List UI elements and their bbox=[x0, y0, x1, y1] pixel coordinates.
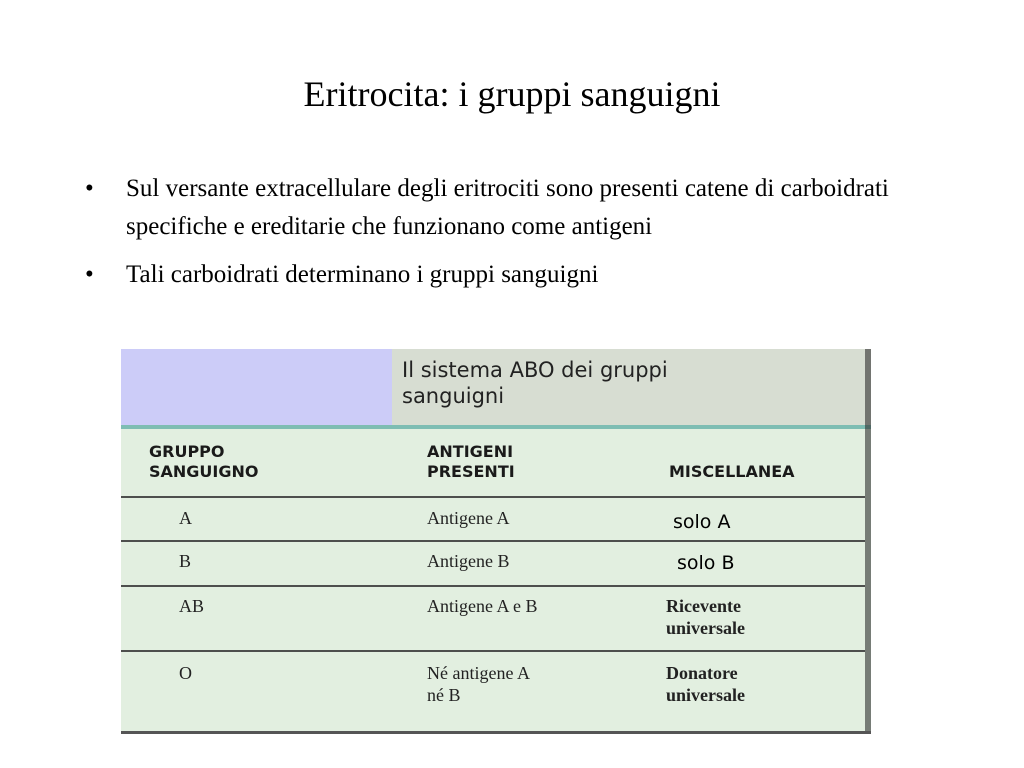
header-antigens: ANTIGENI PRESENTI bbox=[427, 442, 515, 481]
cell-misc-o: Donatore universale bbox=[666, 663, 745, 705]
cell-misc-b: solo B bbox=[677, 552, 735, 574]
table-title: Il sistema ABO dei gruppi sanguigni bbox=[402, 358, 668, 408]
purple-box bbox=[121, 349, 392, 425]
slide-title: Eritrocita: i gruppi sanguigni bbox=[303, 74, 721, 114]
bullet-item bbox=[85, 170, 945, 246]
header-misc: MISCELLANEA bbox=[669, 462, 795, 481]
cell-antigens-ab: Antigene A e B bbox=[427, 596, 538, 616]
bullet-dot: • bbox=[85, 175, 94, 202]
cell-antigens-o: Né antigene A né B bbox=[427, 663, 530, 705]
bullet-list bbox=[85, 170, 945, 304]
row-divider bbox=[121, 585, 865, 587]
header-group: GRUPPO SANGUIGNO bbox=[149, 442, 259, 481]
cell-antigens-b: Antigene B bbox=[427, 551, 510, 571]
bullet-text: Sul versante extracellulare degli eritrociti sono presenti catene di carboidrati specifiche e ereditarie che funzionano come antigeni bbox=[126, 175, 889, 240]
scan-edge bbox=[865, 349, 871, 734]
header-divider bbox=[121, 425, 871, 429]
cell-group-ab: AB bbox=[179, 596, 205, 616]
bullet-dot: • bbox=[85, 261, 94, 288]
cell-group-a: A bbox=[179, 508, 192, 528]
scan-edge bbox=[121, 731, 871, 734]
cell-misc-a: solo A bbox=[673, 511, 731, 533]
cell-antigens-a: Antigene A bbox=[427, 508, 510, 528]
cell-misc-ab: Ricevente universale bbox=[666, 596, 745, 638]
row-divider bbox=[121, 540, 865, 542]
bullet-item bbox=[85, 256, 945, 294]
row-divider bbox=[121, 496, 865, 498]
row-divider bbox=[121, 650, 865, 652]
cell-group-b: B bbox=[179, 551, 192, 571]
abo-table-image bbox=[121, 349, 871, 734]
cell-group-o: O bbox=[179, 663, 192, 683]
bullet-text: Tali carboidrati determinano i gruppi sanguigni bbox=[126, 261, 599, 288]
